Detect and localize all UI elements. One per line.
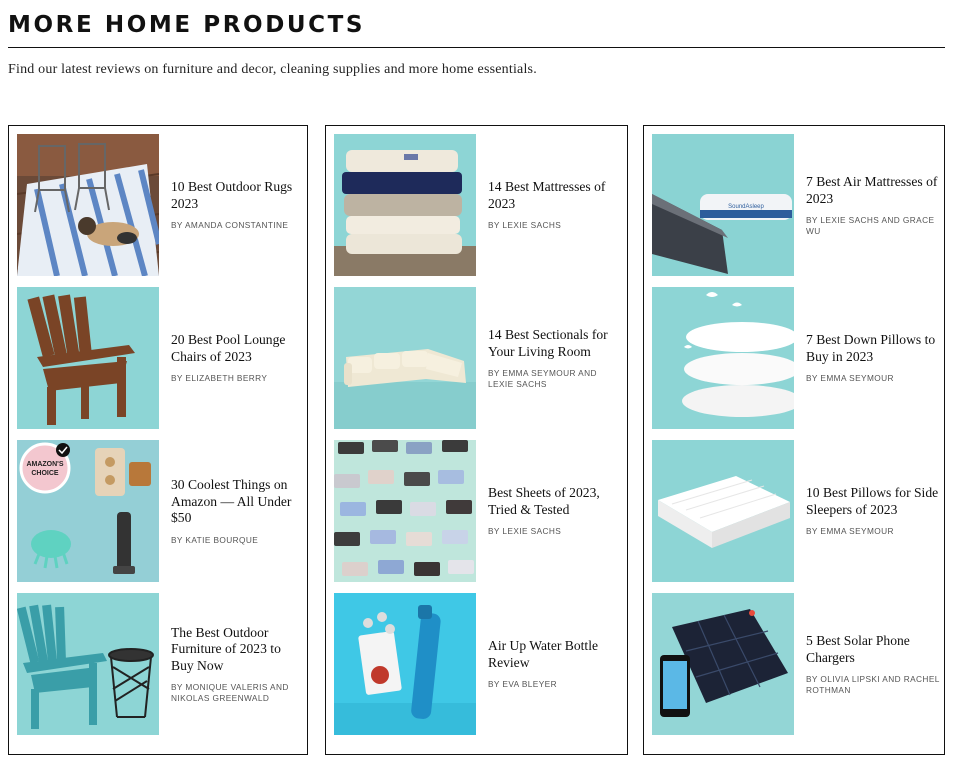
title-divider [8, 47, 945, 48]
article-card[interactable] [334, 440, 618, 582]
article-card[interactable] [334, 287, 618, 429]
mattress-stack-photo[interactable] [334, 134, 476, 276]
article-byline: BY MONIQUE VALERIS AND NIKOLAS GREENWALD [171, 682, 289, 703]
article-text [171, 593, 305, 735]
article-text [806, 287, 940, 429]
article-headline[interactable]: 10 Best Outdoor Rugs 2023 [171, 179, 293, 211]
article-card[interactable] [334, 593, 618, 735]
solar-charger-photo[interactable] [652, 593, 794, 735]
article-card[interactable] [17, 287, 301, 429]
article-headline[interactable]: Best Sheets of 2023, Tried & Tested [488, 485, 600, 517]
section-header [8, 8, 945, 77]
article-card[interactable] [17, 593, 301, 735]
article-byline: BY ELIZABETH BERRY [171, 373, 268, 384]
article-text [171, 440, 305, 582]
article-byline: BY AMANDA CONSTANTINE [171, 220, 289, 231]
wooden-adirondack-chair-photo[interactable] [17, 287, 159, 429]
article-card[interactable] [652, 287, 936, 429]
article-card[interactable] [652, 440, 939, 582]
svg-text:CHOICE: CHOICE [31, 470, 59, 477]
article-text [171, 134, 305, 276]
article-byline: BY LEXIE SACHS [488, 220, 562, 231]
article-text [806, 593, 940, 735]
svg-text:SoundAsleep: SoundAsleep [728, 204, 764, 210]
article-byline: BY LEXIE SACHS AND GRACE WU [806, 215, 935, 236]
article-headline[interactable]: 5 Best Solar Phone Chargers [806, 633, 910, 665]
article-headline[interactable]: 7 Best Down Pillows to Buy in 2023 [806, 332, 936, 364]
article-headline[interactable]: 20 Best Pool Lounge Chairs of 2023 [171, 332, 286, 364]
article-byline: BY KATIE BOURQUE [171, 534, 259, 545]
amazon-choice-badge: AMAZON'S [26, 461, 64, 468]
article-text [488, 134, 622, 276]
article-headline[interactable]: 10 Best Pillows for Side Sleepers of 2023 [806, 485, 939, 517]
section-subtitle: Find our latest reviews on furniture and decor, cleaning supplies and more home essentials. [8, 62, 537, 77]
air-mattress-photo[interactable] [652, 134, 794, 276]
article-headline[interactable]: The Best Outdoor Furniture of 2023 to Buy Now [171, 624, 281, 673]
article-text [806, 440, 940, 582]
folded-sheets-photo[interactable] [334, 440, 476, 582]
sectional-sofa-photo[interactable] [334, 287, 476, 429]
amazon-choice-products-photo[interactable] [17, 440, 159, 582]
article-card[interactable] [17, 440, 301, 582]
product-column-1 [8, 125, 308, 755]
article-card[interactable] [652, 593, 940, 735]
side-sleeper-pillow-photo[interactable] [652, 440, 794, 582]
article-byline: BY OLIVIA LIPSKI AND RACHEL ROTHMAN [806, 674, 940, 695]
article-text [488, 593, 622, 735]
article-text [488, 287, 622, 429]
article-card[interactable] [17, 134, 301, 276]
product-column-2 [325, 125, 628, 755]
teal-adirondack-chair-photo[interactable] [17, 593, 159, 735]
article-byline: BY EVA BLEYER [488, 679, 557, 690]
article-text [806, 134, 940, 276]
article-card[interactable] [334, 134, 618, 276]
article-headline[interactable]: 14 Best Mattresses of 2023 [488, 179, 606, 211]
article-headline[interactable]: 30 Coolest Things on Amazon — All Under $50 [171, 477, 292, 525]
down-pillows-photo[interactable] [652, 287, 794, 429]
article-headline[interactable]: 14 Best Sectionals for Your Living Room [488, 327, 608, 359]
article-text [488, 440, 622, 582]
section-title: MORE HOME PRODUCTS [8, 12, 366, 38]
article-byline: BY EMMA SEYMOUR [806, 526, 894, 537]
air-up-bottle-photo[interactable] [334, 593, 476, 735]
article-text [171, 287, 305, 429]
article-headline[interactable]: 7 Best Air Mattresses of 2023 [806, 174, 938, 206]
article-headline[interactable]: Air Up Water Bottle Review [488, 638, 599, 670]
product-column-3 [643, 125, 945, 755]
article-byline: BY EMMA SEYMOUR AND LEXIE SACHS [488, 368, 597, 389]
outdoor-rug-dog-photo[interactable] [17, 134, 159, 276]
article-byline: BY EMMA SEYMOUR [806, 373, 894, 384]
article-card[interactable] [652, 134, 936, 276]
article-byline: BY LEXIE SACHS [488, 526, 562, 537]
